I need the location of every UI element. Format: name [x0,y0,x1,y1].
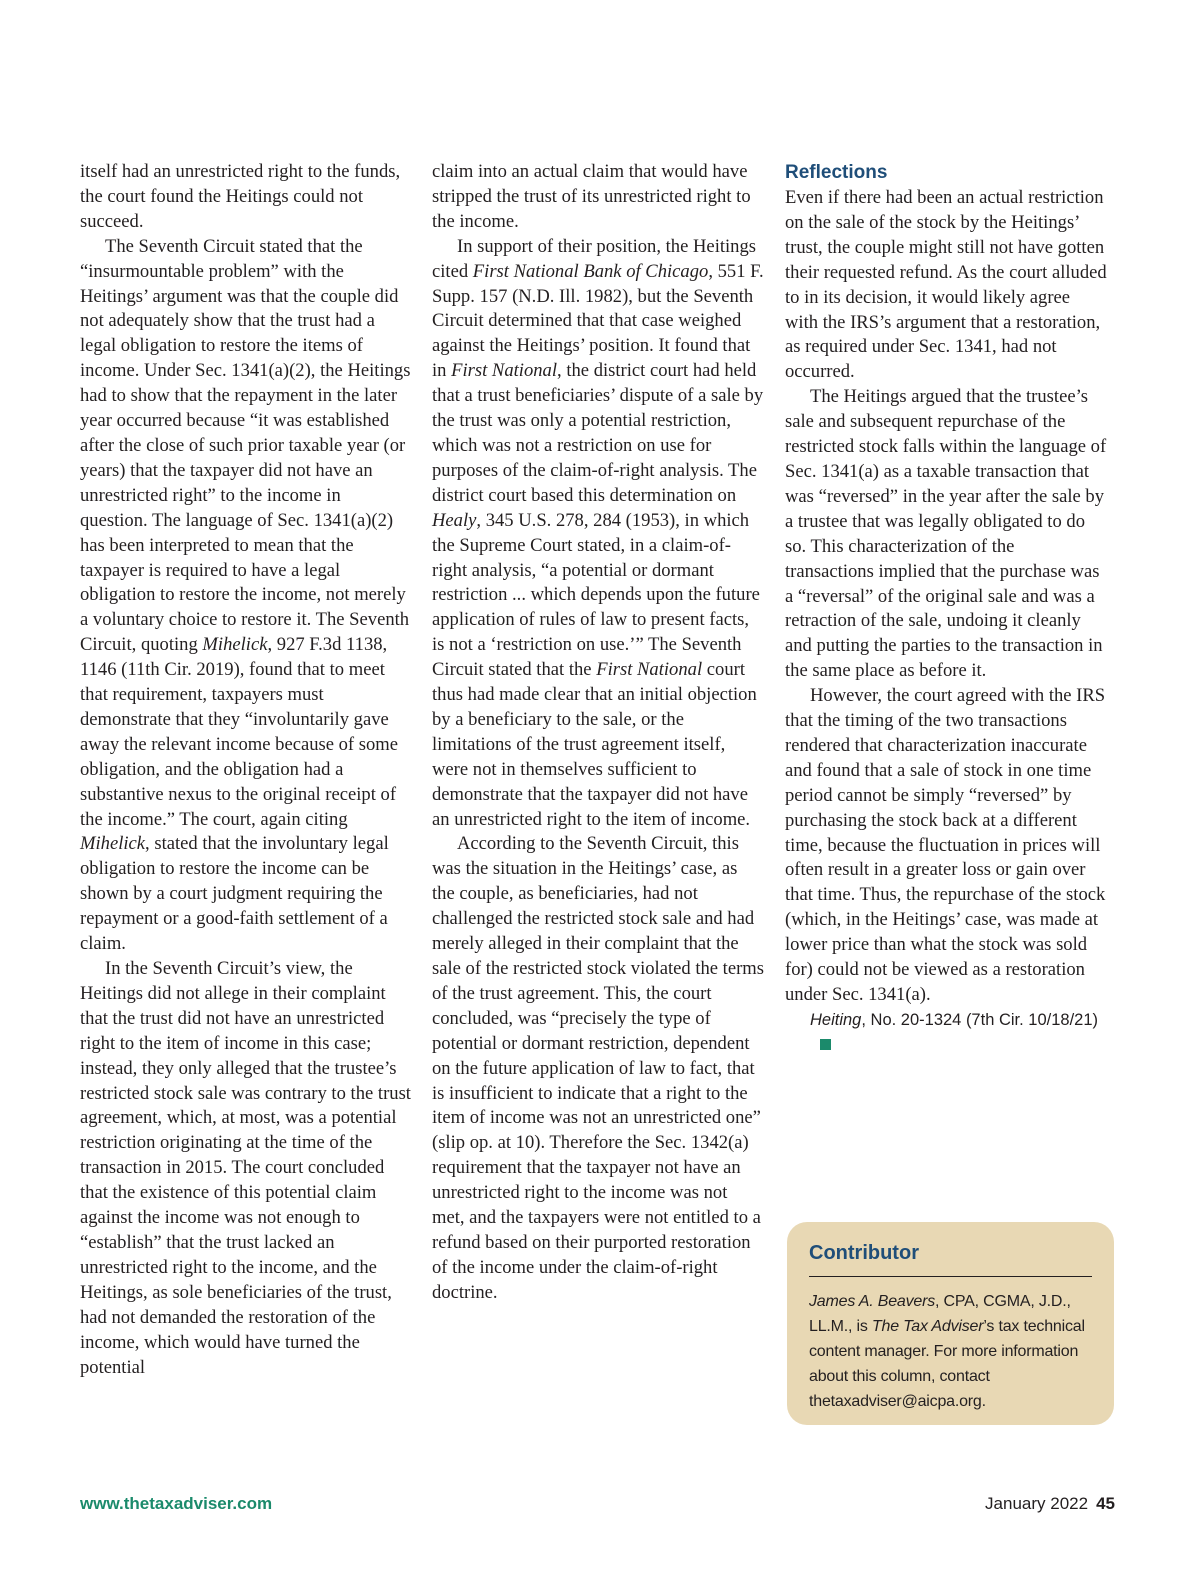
paragraph: According to the Seventh Circuit, this was the situation in the Heitings’ case, as the couple, as beneficiaries, had not challenged the restricted stock sale and had merely alleged in their complaint that the sale of the restricted stock violated the terms of the trust agreement. This, the court concluded, was “precisely the type of potential or dormant restriction, dependent on the future application of law to fact, that is insufficient to indicate that a right to the item of income was not an unrestricted one” (slip op. at 10). Therefore the Sec. 1342(a) requirement that the taxpayer not have an unrestricted right to the income was not met, and the taxpayers were not entitled to a refund based on their purported restoration of the income under the claim-of-right doctrine. [432,833,764,1303]
contributor-name: James A. Beavers [809,1293,936,1310]
paragraph: However, the court agreed with the IRS that the timing of the two transactions rendered that characterization inaccurate and found that a sale of stock in one time period cannot be simply “reversed” by purchasing the stock back at a different time, because the fluctuation in prices will often result in a greater loss or gain over that time. Thus, the repurchase of the stock (which, in the Heitings’ case, was made at lower price than what the stock was sold for) could not be viewed as a restoration under Sec. 1341(a). [785,685,1106,1005]
page-number: 45 [1096,1494,1115,1513]
case-name: Mihelick [202,634,268,656]
publication-name: The Tax Adviser [871,1318,984,1335]
paragraph: itself had an unrestricted right to the funds, the court found the Heitings could not succeed. [80,161,401,232]
paragraph: claim into an actual claim that would have stripped the trust of its unrestricted right to the income. [432,161,751,232]
paragraph: In support of their position, the Heitings cited First National Bank of Chicago, 551 F. Supp. 157 (N.D. Ill. 1982), but the Seventh Circuit determined that that case weighed against the Heitings’ position. It found that in First National, the district court had held that a trust beneficiaries’ dispute of a sale by the trust was only a potential restriction, which was not a restriction on use for purposes of the claim-of-right analysis. The district court based this determination on Healy, 345 U.S. 278, 284 (1953), in which the Supreme Court stated, in a claim-of-right analysis, “a potential or dormant restriction ... which depends upon the future application of rules of law to present facts, is not a ‘restriction on use.’” The Seventh Circuit stated that the First National court thus had made clear that an initial objection by a beneficiary to the sale, or the limitations of the trust agreement itself, were not in themselves sufficient to demonstrate that the taxpayer did not have an unrestricted right to the item of income. [432,235,764,830]
case-name: First National [451,360,558,382]
contributor-box [787,1222,1114,1425]
article-column-1 [80,160,412,1380]
case-name: First National [596,659,703,681]
case-citation: Heiting, No. 20-1324 (7th Cir. 10/18/21) [785,1008,1107,1058]
issue-date: January 2022 [985,1494,1089,1513]
section-heading-reflections: Reflections [785,162,888,183]
case-name: Heiting [810,1010,862,1029]
case-name: First National Bank of Chicago [472,260,709,282]
contributor-bio: James A. Beavers, CPA, CGMA, J.D., LL.M., is The Tax Adviser’s tax technical content manager. For more information about this column, contact thetaxadviser@aicpa.org. [809,1293,1085,1410]
paragraph: In the Seventh Circuit’s view, the Heitings did not allege in their complaint that the trust did not have an unrestricted right to the item of income in this case; instead, they only alleged that the trustee’s restricted stock sale was contrary to the trust agreement, which, at most, was a potential restriction originating at the time of the transaction in 2015. The court concluded that the existence of this potential claim against the income was not enough to “establish” that the trust lacked an unrestricted right to the income, and the Heitings, as sole beneficiaries of the trust, had not demanded the restoration of the income, which would have turned the potential [80,958,411,1378]
case-name: Healy [432,509,477,531]
paragraph: The Seventh Circuit stated that the “insurmountable problem” with the Heitings’ argument was that the couple did not adequately show that the trust had a legal obligation to restore the items of income. Under Sec. 1341(a)(2), the Heitings had to show that the repayment in the later year occurred because “it was established after the close of such prior taxable year (or years) that the taxpayer did not have an unrestricted right” to the income in question. The language of Sec. 1341(a)(2) has been interpreted to mean that the taxpayer is required to have a legal obligation to restore the income, not merely a voluntary choice to restore it. The Seventh Circuit, quoting Mihelick, 927 F.3d 1138, 1146 (11th Cir. 2019), found that to meet that requirement, taxpayers must demonstrate that they “involuntarily gave away the relevant income because of some obligation, and the obligation had a substantive nexus to the original receipt of the income.” The court, again citing Mihelick, stated that the involuntary legal obligation to restore the income can be shown by a court judgment requiring the repayment or a good-faith settlement of a claim. [80,235,411,955]
article-column-3 [785,160,1107,1058]
case-name: Mihelick [80,833,146,855]
contributor-heading: Contributor [809,1236,1092,1277]
paragraph: Even if there had been an actual restriction on the sale of the stock by the Heitings’ trust, the couple might still not have gotten their requested refund. As the court alluded to in its decision, it would likely agree with the IRS’s argument that a restoration, as required under Sec. 1341, had not occurred. [785,187,1107,383]
article-column-2 [432,160,764,1306]
end-of-article-mark-icon [820,1039,831,1050]
paragraph: The Heitings argued that the trustee’s sale and subsequent repurchase of the restricted stock falls within the language of Sec. 1341(a) as a taxable transaction that was “reversed” in the year after the sale by a trustee that was legally obligated to do so. This characterization of the transactions implied that the purchase was a “reversal” of the original sale and was a retraction of the sale, undoing it cleanly and putting the parties to the transaction in the same place as before it. [785,386,1107,682]
footer-issue-info [985,1494,1115,1514]
footer-website-link[interactable]: www.thetaxadviser.com [80,1494,273,1513]
